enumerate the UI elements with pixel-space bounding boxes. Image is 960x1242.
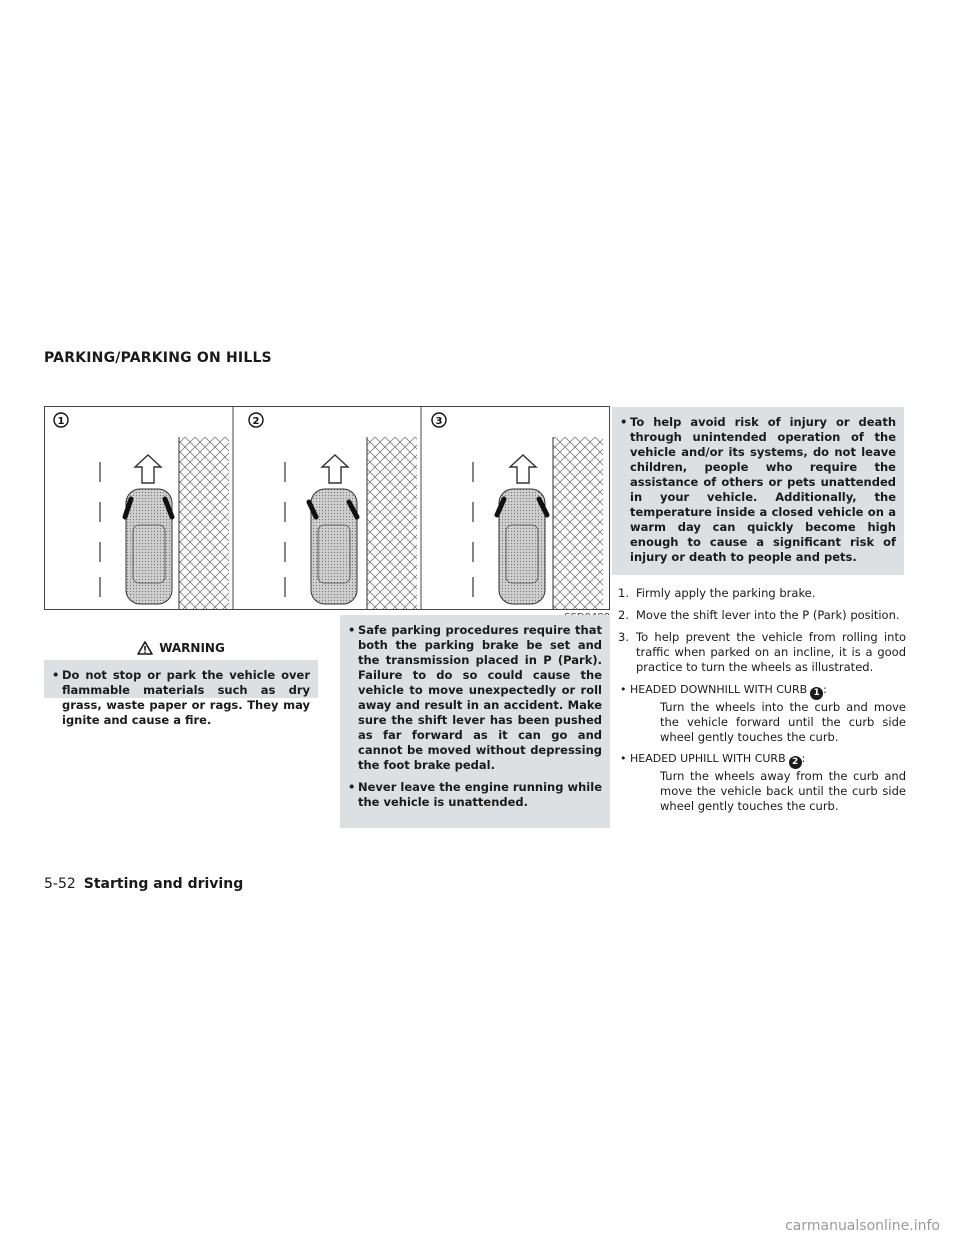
- warning-box-3: [612, 407, 904, 575]
- warning-bullet: • Safe parking procedures require that both the parking brake be set and the transmission placed in P (Park). Failure to do so could cause the vehicle to move unexpectedly or roll away and result in an accident. Make sure the shift lever has been pushed as far forward as it can go and cannot be moved without depressing the foot brake pedal.: [348, 623, 602, 772]
- chapter-title: Starting and driving: [83, 876, 244, 892]
- callout-3: [432, 413, 446, 427]
- panel-label-1: 1: [57, 416, 65, 427]
- section-title: PARKING/PARKING ON HILLS: [44, 350, 272, 366]
- page-footer: [44, 876, 243, 892]
- panel-label-3: 3: [435, 416, 443, 427]
- warning-bullet-text: Do not stop or park the vehicle over flammable materials such as dry grass, waste paper or rags. They may ignite and cause a fire.: [62, 668, 310, 727]
- step-1: [618, 586, 906, 601]
- panel-downhill-with-curb: [100, 437, 229, 609]
- warning-bullet: • To help avoid risk of injury or death through unintended operation of the vehicle and/or its systems, do not leave children, people who require the assistance of others or pets unattended in your vehicle. Additionally, the temperature inside a closed vehicle on a warm day can quickly become high enough to cause a significant risk of injury or death to people and pets.: [620, 415, 896, 564]
- callout-1: [54, 413, 68, 427]
- warning-bullet-text: Never leave the engine running while the vehicle is unattended.: [358, 780, 602, 809]
- sub-uphill: • HEADED UPHILL WITH CURB 2 :: [620, 752, 806, 767]
- warning-triangle-icon: [137, 641, 153, 655]
- page-number: 5-52: [44, 876, 76, 892]
- sub-label: HEADED UPHILL WITH CURB: [630, 752, 786, 765]
- sub-label: HEADED DOWNHILL WITH CURB: [630, 683, 808, 696]
- parking-diagram: [45, 407, 609, 609]
- sub-uphill-text: Turn the wheels away from the curb and move the vehicle back until the curb side wheel gently touches the curb.: [660, 769, 906, 813]
- parking-illustration: [44, 406, 610, 610]
- warning-box-2: [340, 615, 610, 828]
- callout-2: [249, 413, 263, 427]
- sub-downhill: • HEADED DOWNHILL WITH CURB 1 :: [620, 683, 827, 698]
- sub-downhill-text: Turn the wheels into the curb and move the vehicle forward until the curb side wheel gently touches the curb.: [660, 700, 906, 744]
- callout-badge: 2: [789, 756, 802, 769]
- procedure-steps: [618, 586, 906, 820]
- warning-heading-text: WARNING: [159, 641, 225, 655]
- panel-no-curb: [473, 437, 603, 609]
- watermark: carmanualsonline.info: [785, 1218, 940, 1234]
- warning-bullet: • Never leave the engine running while the vehicle is unattended.: [348, 780, 602, 809]
- step-text: To help prevent the vehicle from rolling into traffic when parked on an incline, it is a good practice to turn the wheels as illustrated.: [636, 630, 906, 674]
- warning-box-1: [44, 660, 318, 727]
- step-text: Firmly apply the parking brake.: [636, 586, 816, 600]
- step-text: Move the shift lever into the P (Park) position.: [636, 608, 900, 622]
- warning-bullet-text: Safe parking procedures require that both the parking brake be set and the transmission placed in P (Park). Failure to do so could cause the vehicle to move unexpectedly or roll away and result in an accident. Make sure the shift lever has been pushed as far forward as it can go and cannot be moved without depressing the foot brake pedal.: [358, 623, 602, 772]
- step-number: 1.: [618, 586, 629, 600]
- step-2: [618, 608, 906, 623]
- panel-uphill-with-curb: [285, 437, 417, 609]
- step-3: [618, 630, 906, 675]
- warning-bullet-text: To help avoid risk of injury or death through unintended operation of the vehicle and/or its systems, do not leave children, people who require the assistance of others or pets unattended in your vehicle. Additionally, the temperature inside a closed vehicle on a warm day can quickly become high enough to cause a significant risk of injury or death to people and pets.: [630, 415, 896, 564]
- callout-badge: 1: [810, 687, 823, 700]
- warning-bullet: • Do not stop or park the vehicle over flammable materials such as dry grass, waste paper or rags. They may ignite and cause a fire.: [52, 668, 310, 727]
- warning-heading: [44, 638, 318, 658]
- step-number: 2.: [618, 608, 629, 622]
- step-number: 3.: [618, 630, 629, 644]
- panel-label-2: 2: [252, 416, 260, 427]
